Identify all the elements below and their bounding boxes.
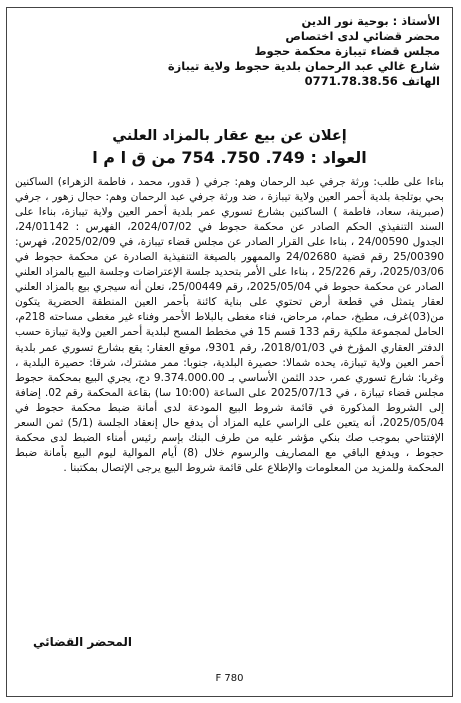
notice-articles: العواد : 749. 750. 754 من ق ا م ا [92, 148, 367, 167]
bailiff-name: الأستاذ : بوحية نور الدين [301, 14, 440, 28]
bailiff-address: شارع غالي عبد الرحمان بلدية حجوط ولاية تيبازة [167, 59, 440, 73]
notice-body-text: بناءا على طلب: ورثة جرفي عبد الرحمان وهم: جرفي ( قدور، محمد ، فاطمة الزهراء) الساكنين بحي بوتلجة بلدية أحمر العين ولاية تيبازة ، ضد ورثة جرفي عبد الرحمان وهم: حجال زهور ، جرفي (صبرينة، سعاد، فاطمة ) الساكنين بشارع تسوري عمر بلدية أحمر العين ولاية تيبازة، بناءا على السند التنفيذي الحكم الصادر عن محكمة حجوط في 2024/07/02، الفهرس : 24/01142، الجدول 24/00590 ، بناءا على القرار الصادر عن مجلس قضاء تيبازة، في 2025/02/09، فهرس: 25/00390 رقم قضية 24/02680 والممهور بالصيغة التنفيذية الصادرة عن محكمة حجوط في 2025/03/06، رقم 25/226 ، بناءا على الأمر بتحديد جلسة الإعتراضات وجلسة البيع بالمزاد العلني الصادر عن محكمة حجوط في 2025/05/04، رقم 25/00449، نعلن أنه سيجري بيع بالمزاد العلني لعقار يتمثل في قطعة أرض تحتوي على بناية كائنة بأحمر العين المنطقة الحضرية يتكون من(03)غرف، مطبخ، حمام، مرحاض، فناء مغطى بالبلاط الأحمر وفناء غير مغطى مساحته 218م، الحامل لمجموعة ملكية رقم 133 قسم 15 في مخطط المسح لبلدية أحمر العين ولاية تيبازة حسب الدفتر العقاري المؤرخ في 2018/01/03، رقم 9301، موقع العقار: يقع بشارع تسوري عمر بلدية أحمر العين ولاية تيبازة، يحده شمالا: حصيرة البلدية، جنوبا: ممر مشترك، شرقا: حصيرة البلدية ، وغربا: شارع تسوري عمر، حدد الثمن الأساسي بـ 9.374.000.00 دج، يجري البيع بمحكمة حجوط مجلس قضاء تيبازة ، في 2025/07/13 على الساعة (10:00 سا) بقاعة المحكمة رقم 02. إضافة إلى الشروط المذكورة في قائمة شروط البيع المودعة لدى أمانة ضبط محكمة حجوط في 2025/05/04، أنه يتعين على الراسي عليه المزاد أن يدفع حال إنعقاد الجلسة (5/1) ثمن السعر الإفتتاحي بموجب صك بنكي مؤشر عليه من طرف البنك بإسم رئيس أمناء الضبط لدى محكمة حجوط ، ويدفع الباقي مع المصاريف والرسوم خلال (8) أيام الموالية ليوم البيع بأمانة ضبط المحكمة وللمزيد من المعلومات والإطلاع على قائمة شروط البيع يرجى الإتصال بمكتبنا . [15, 176, 445, 474]
bailiff-phone: 0771.78.38.56 الهاتف [304, 74, 440, 88]
notice-title: إعلان عن بيع عقار بالمزاد العلني [112, 128, 347, 144]
reference-code: F 780 [215, 673, 244, 684]
signature: المحضر القضائي [33, 635, 133, 649]
bailiff-role: محضر قضائي لدى اختصاص [285, 29, 440, 43]
bailiff-header [140, 14, 440, 89]
legal-notice [6, 7, 453, 697]
notice-body [15, 175, 444, 476]
bailiff-court: مجلس قضاء تيبازة محكمة حجوط [254, 44, 440, 58]
